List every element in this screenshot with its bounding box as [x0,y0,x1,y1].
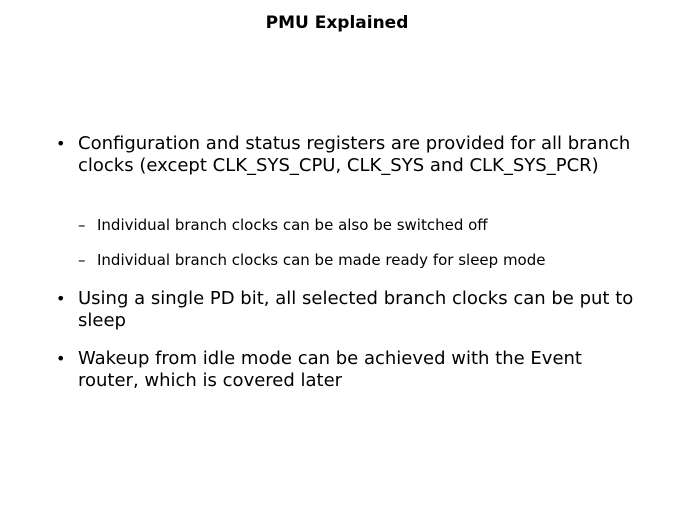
bullet-item-1 [56,133,646,199]
sub-bullet-marker: – [78,251,86,269]
bullet-marker: • [56,134,66,153]
bullet-marker: • [56,349,66,368]
bullet-text: Wakeup from idle mode can be achieved with the Event router, which is covered later [78,348,582,391]
sub-bullet-marker: – [78,216,86,234]
sub-bullet-text: Individual branch clocks can be made ready for sleep mode [97,251,546,269]
sub-bullet-item-1 [78,215,638,235]
bullet-text: Using a single PD bit, all selected branch clocks can be put to sleep [78,288,634,331]
sub-bullet-item-2 [78,250,638,270]
bullet-item-2 [56,288,646,332]
bullet-marker: • [56,289,66,308]
bullet-item-3 [56,348,646,392]
sub-bullet-text: Individual branch clocks can be also be switched off [97,216,488,234]
slide-title: PMU Explained [265,13,409,33]
bullet-text: Configuration and status registers are provided for all branch clocks (except CLK_SYS_CPU, CLK_SYS and CLK_SYS_PCR) [78,133,631,176]
